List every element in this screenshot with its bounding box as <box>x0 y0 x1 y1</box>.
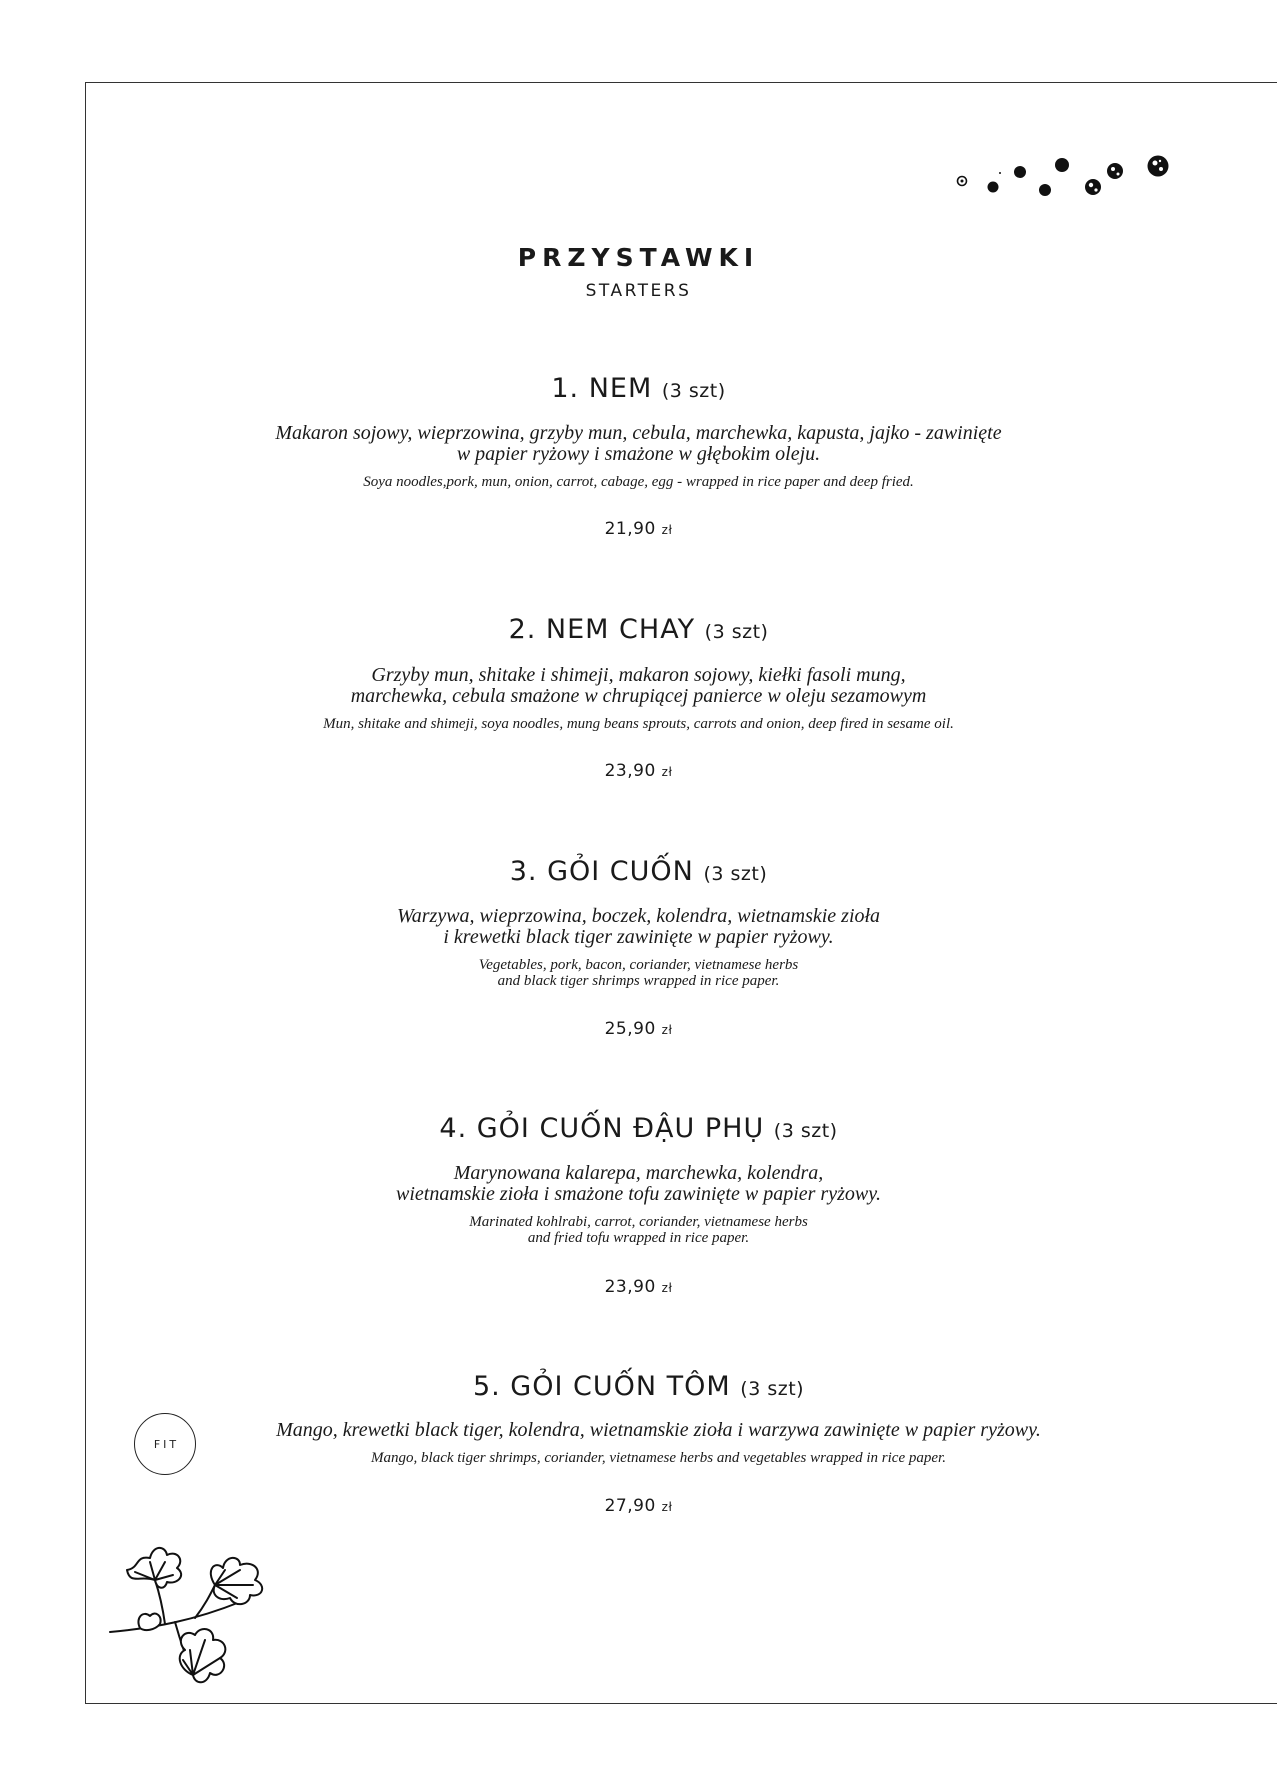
description-line: Mango, black tiger shrimps, coriander, vietnamese herbs and vegetables wrapped in rice paper. <box>371 1450 946 1466</box>
description-line: w papier ryżowy i smażone w głębokim oleju. <box>456 443 821 465</box>
item-title: 4. GỎI CUỐN ĐẬU PHỤ <box>439 1113 765 1144</box>
item-price <box>0 519 1277 539</box>
price-value: 23,90 <box>604 761 656 781</box>
item-description-en <box>0 1214 1277 1246</box>
fit-badge: FIT <box>134 1413 196 1475</box>
price-currency: zł <box>661 765 673 779</box>
item-price <box>0 761 1277 781</box>
price-value: 25,90 <box>604 1019 656 1039</box>
item-price <box>0 1496 1277 1516</box>
menu-item-name <box>0 614 1277 645</box>
section-subtitle: STARTERS <box>585 281 692 301</box>
description-line: marchewka, cebula smażone w chrupiącej panierce w oleju sezamowym <box>350 685 927 707</box>
item-quantity: (3 szt) <box>740 1378 805 1400</box>
item-description-en <box>0 1450 1277 1466</box>
item-quantity: (3 szt) <box>661 380 726 402</box>
item-price <box>0 1277 1277 1297</box>
description-line: Makaron sojowy, wieprzowina, grzyby mun, cebula, marchewka, kapusta, jajko - zawinięte <box>275 422 1002 444</box>
item-price <box>0 1019 1277 1039</box>
item-description-en <box>0 474 1277 490</box>
pepper-dots-icon <box>950 145 1180 205</box>
description-line: Marinated kohlrabi, carrot, coriander, vietnamese herbs <box>469 1214 808 1230</box>
description-line: Grzyby mun, shitake i shimeji, makaron sojowy, kiełki fasoli mung, <box>371 664 906 686</box>
item-description-pl <box>0 1420 1277 1441</box>
description-line: i krewetki black tiger zawinięte w papier ryżowy. <box>443 926 834 948</box>
price-value: 21,90 <box>604 519 656 539</box>
menu-item-name <box>0 373 1277 404</box>
item-quantity: (3 szt) <box>704 621 769 643</box>
coriander-leaf-icon <box>105 1540 295 1700</box>
menu-item-name <box>0 856 1277 887</box>
item-description-pl <box>0 423 1277 465</box>
section-title: PRZYSTAWKI <box>517 243 760 272</box>
price-value: 23,90 <box>604 1277 656 1297</box>
item-description-pl <box>0 906 1277 948</box>
description-line: Mun, shitake and shimeji, soya noodles, mung beans sprouts, carrots and onion, deep fired in sesame oil. <box>323 716 954 732</box>
menu-item-name <box>0 1113 1277 1144</box>
description-line: Soya noodles,pork, mun, onion, carrot, cabage, egg - wrapped in rice paper and deep fried. <box>363 474 914 490</box>
item-description-en <box>0 716 1277 732</box>
item-title: 5. GỎI CUỐN TÔM <box>472 1371 731 1402</box>
price-currency: zł <box>661 1500 673 1514</box>
item-title: 2. NEM CHAY <box>508 614 696 645</box>
item-title: 1. NEM <box>551 373 653 404</box>
item-quantity: (3 szt) <box>703 863 768 885</box>
description-line: and black tiger shrimps wrapped in rice paper. <box>497 973 780 989</box>
description-line: Vegetables, pork, bacon, coriander, vietnamese herbs <box>478 957 799 973</box>
price-currency: zł <box>661 523 673 537</box>
description-line: wietnamskie zioła i smażone tofu zawinięte w papier ryżowy. <box>396 1183 881 1205</box>
description-line: and fried tofu wrapped in rice paper. <box>527 1230 750 1246</box>
description-line: Marynowana kalarepa, marchewka, kolendra, <box>453 1162 824 1184</box>
price-currency: zł <box>661 1023 673 1037</box>
description-line: Warzywa, wieprzowina, boczek, kolendra, wietnamskie zioła <box>396 905 881 927</box>
price-currency: zł <box>661 1281 673 1295</box>
item-quantity: (3 szt) <box>773 1120 838 1142</box>
description-line: Mango, krewetki black tiger, kolendra, wietnamskie zioła i warzywa zawinięte w papier ryżowy. <box>276 1419 1041 1441</box>
item-description-pl <box>0 1163 1277 1205</box>
menu-item-name <box>0 1371 1277 1402</box>
price-value: 27,90 <box>604 1496 656 1516</box>
item-title: 3. GỎI CUỐN <box>509 856 694 887</box>
item-description-en <box>0 957 1277 989</box>
item-description-pl <box>0 665 1277 707</box>
